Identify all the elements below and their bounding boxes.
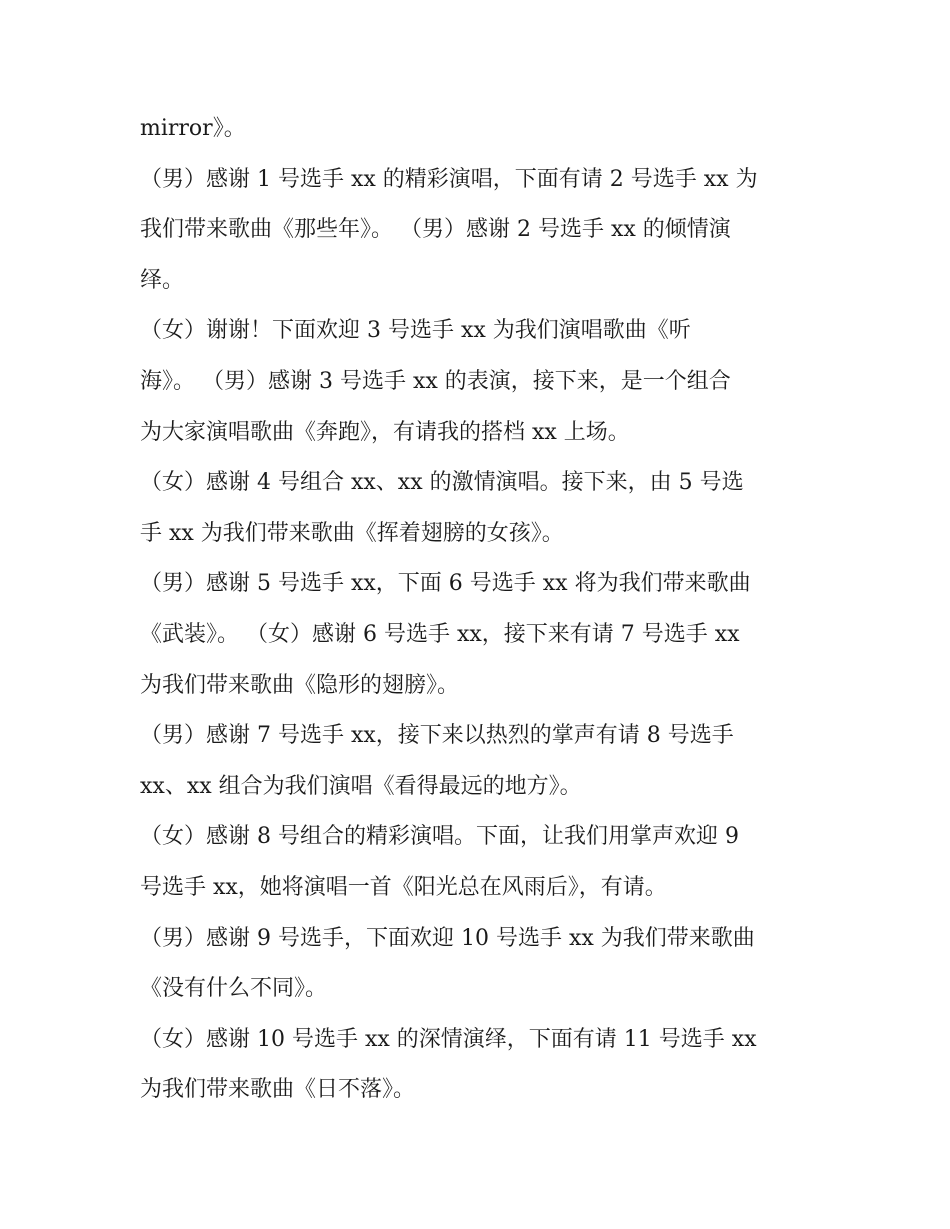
text-line: （男）感谢 7 号选手 xx，接下来以热烈的掌声有请 8 号选手	[140, 723, 734, 749]
text-line: 《武装》。 （女）感谢 6 号选手 xx，接下来有请 7 号选手 xx	[140, 621, 740, 647]
text-line: 为我们带来歌曲《日不落》。	[140, 1077, 416, 1103]
text-line: （男）感谢 1 号选手 xx 的精彩演唱，下面有请 2 号选手 xx 为	[140, 166, 758, 192]
text-line: （女）感谢 8 号组合的精彩演唱。下面，让我们用掌声欢迎 9	[140, 824, 739, 850]
text-line: 我们带来歌曲《那些年》。 （男）感谢 2 号选手 xx 的倾情演	[140, 217, 731, 243]
text-line: 为大家演唱歌曲《奔跑》，有请我的搭档 xx 上场。	[140, 419, 630, 445]
text-line: xx、xx 组合为我们演唱《看得最远的地方》。	[140, 773, 582, 799]
text-line: 号选手 xx，她将演唱一首《阳光总在风雨后》，有请。	[140, 874, 667, 900]
text-line: （男）感谢 5 号选手 xx，下面 6 号选手 xx 将为我们带来歌曲	[140, 571, 751, 597]
text-line: 手 xx 为我们带来歌曲《挥着翅膀的女孩》。	[140, 520, 564, 546]
text-line: （女）感谢 10 号选手 xx 的深情演绎，下面有请 11 号选手 xx	[140, 1026, 757, 1052]
text-line: （男）感谢 9 号选手，下面欢迎 10 号选手 xx 为我们带来歌曲	[140, 925, 755, 951]
text-line: mirror》。	[140, 116, 246, 141]
text-line: （女）谢谢！下面欢迎 3 号选手 xx 为我们演唱歌曲《听	[140, 318, 691, 344]
text-line: 为我们带来歌曲《隐形的翅膀》。	[140, 672, 460, 698]
text-line: 《没有什么不同》。	[140, 976, 328, 1002]
text-line: 绎。	[140, 267, 185, 293]
body-text	[140, 104, 810, 1116]
text-line: （女）感谢 4 号组合 xx、xx 的激情演唱。接下来，由 5 号选	[140, 470, 744, 496]
text-line: 海》。 （男）感谢 3 号选手 xx 的表演，接下来，是一个组合	[140, 368, 731, 394]
